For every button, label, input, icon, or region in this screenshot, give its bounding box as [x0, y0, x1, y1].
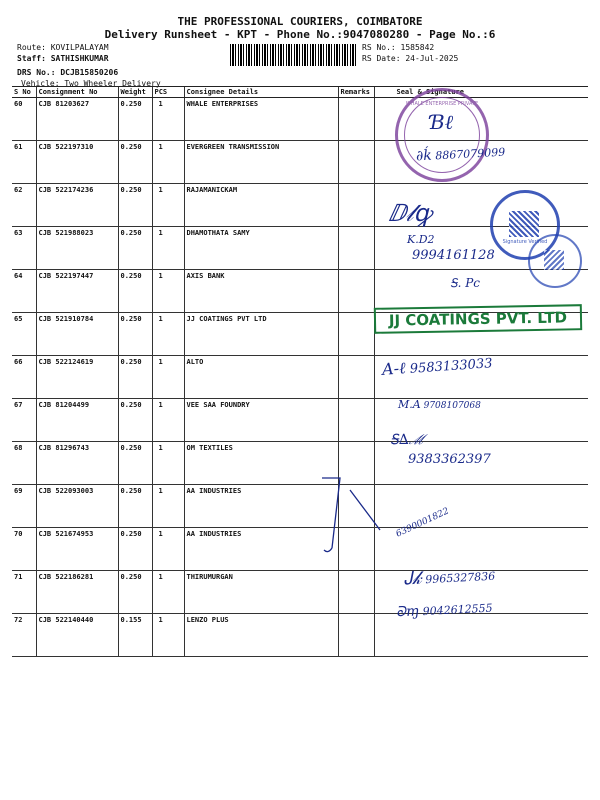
- signature-60: Ɓℓ: [430, 110, 454, 134]
- barcode: [230, 44, 358, 66]
- pen-stroke-mark: [310, 470, 400, 560]
- cell-consignee: EVERGREEN TRANSMISSION: [184, 141, 338, 184]
- cell-consignment: CJB 521910784: [36, 313, 118, 356]
- table-row: [12, 571, 588, 614]
- cell-weight: 0.250: [118, 485, 152, 528]
- signature-68-mark: Ꭶ∆ℳ: [390, 432, 426, 448]
- cell-weight: 0.250: [118, 356, 152, 399]
- cell-consignee: DHAMOTHATA SAMY: [184, 227, 338, 270]
- cell-consignee: AA INDUSTRIES: [184, 485, 338, 528]
- cell-pcs: 1: [152, 184, 184, 227]
- cell-remarks: [338, 313, 374, 356]
- cell-consignee: LENZO PLUS: [184, 614, 338, 657]
- cell-sno: 62: [12, 184, 36, 227]
- cell-consignee: ALTO: [184, 356, 338, 399]
- cell-sno: 67: [12, 399, 36, 442]
- cell-pcs: 1: [152, 571, 184, 614]
- signature-70: 6390001822: [394, 506, 451, 540]
- signature-61: ∂ḱ 8867079099: [415, 145, 506, 165]
- cell-consignee: OM TEXTILES: [184, 442, 338, 485]
- cell-sno: 71: [12, 571, 36, 614]
- cell-consignment: CJB 81296743: [36, 442, 118, 485]
- cell-weight: 0.250: [118, 528, 152, 571]
- cell-remarks: [338, 270, 374, 313]
- cell-remarks: [338, 399, 374, 442]
- cell-consignment: CJB 522174236: [36, 184, 118, 227]
- cell-consignment: CJB 522197447: [36, 270, 118, 313]
- cell-weight: 0.250: [118, 399, 152, 442]
- cell-consignment: CJB 81203627: [36, 98, 118, 141]
- cell-weight: 0.155: [118, 614, 152, 657]
- table-row: [12, 442, 588, 485]
- cell-sno: 70: [12, 528, 36, 571]
- col-pcs: PCS: [152, 87, 184, 98]
- cell-sno: 65: [12, 313, 36, 356]
- table-row: [12, 356, 588, 399]
- bank-stamp-2: [528, 234, 582, 288]
- cell-pcs: 1: [152, 399, 184, 442]
- cell-weight: 0.250: [118, 270, 152, 313]
- table-row: [12, 528, 588, 571]
- cell-signature: [374, 485, 588, 528]
- col-weight: Weight: [118, 87, 152, 98]
- cell-weight: 0.250: [118, 227, 152, 270]
- cell-remarks: [338, 141, 374, 184]
- col-consignee: Consignee Details: [184, 87, 338, 98]
- cell-pcs: 1: [152, 313, 184, 356]
- signature-64: Ꭶ. Pc: [450, 276, 481, 290]
- cell-consignment: CJB 522186281: [36, 571, 118, 614]
- col-sno: S No: [12, 87, 36, 98]
- cell-pcs: 1: [152, 528, 184, 571]
- cell-sno: 64: [12, 270, 36, 313]
- whale-enterprise-stamp: WHALE ENTERPRISE PRIVATE: [395, 88, 489, 182]
- cell-consignment: CJB 522140440: [36, 614, 118, 657]
- cell-pcs: 1: [152, 227, 184, 270]
- bank-stamp: Signature Verified: [490, 190, 560, 260]
- cell-pcs: 1: [152, 141, 184, 184]
- jj-coatings-stamp: JJ COATINGS PVT. LTD: [374, 304, 582, 334]
- document-title: THE PROFESSIONAL COURIERS, COIMBATORE: [177, 15, 423, 28]
- cell-weight: 0.250: [118, 98, 152, 141]
- cell-remarks: [338, 227, 374, 270]
- signature-68: 9383362397: [408, 452, 491, 467]
- header-info-right: [362, 42, 458, 64]
- cell-remarks: [338, 184, 374, 227]
- cell-weight: 0.250: [118, 141, 152, 184]
- cell-consignee: WHALE ENTERPRISES: [184, 98, 338, 141]
- cell-weight: 0.250: [118, 442, 152, 485]
- cell-consignee: THIRUMURGAN: [184, 571, 338, 614]
- col-remarks: Remarks: [338, 87, 374, 98]
- cell-sno: 66: [12, 356, 36, 399]
- cell-sno: 69: [12, 485, 36, 528]
- col-signature: Seal & Signature: [374, 87, 588, 98]
- signature-62: ⅅ𝓁ꝙ: [388, 199, 432, 227]
- rs-date: RS Date: 24-Jul-2025: [362, 54, 459, 63]
- cell-consignee: AXIS BANK: [184, 270, 338, 313]
- header-info-left: [17, 42, 161, 89]
- drs-number: DRS No.: DCJB15850206: [17, 68, 119, 77]
- cell-pcs: 1: [152, 614, 184, 657]
- cell-remarks: [338, 98, 374, 141]
- signature-67: M.A 9708107068: [398, 398, 481, 411]
- cell-weight: 0.250: [118, 184, 152, 227]
- staff: Staff: SATHISHKUMAR: [17, 54, 109, 63]
- signature-72: ᘐɱ 9042612555: [395, 601, 493, 621]
- signature-66: A-ℓ 9583133033: [381, 356, 493, 379]
- cell-pcs: 1: [152, 356, 184, 399]
- cell-sno: 68: [12, 442, 36, 485]
- rs-number: RS No.: 1585842: [362, 43, 435, 52]
- vehicle: Vehicle: Two Wheeler Delivery: [21, 79, 161, 88]
- cell-remarks: [338, 614, 374, 657]
- signature-63-phone: 9994161128: [412, 248, 495, 263]
- cell-consignment: CJB 522093003: [36, 485, 118, 528]
- cell-weight: 0.250: [118, 571, 152, 614]
- cell-sno: 60: [12, 98, 36, 141]
- cell-weight: 0.250: [118, 313, 152, 356]
- cell-consignment: CJB 522197310: [36, 141, 118, 184]
- cell-sno: 72: [12, 614, 36, 657]
- cell-consignment: CJB 81204499: [36, 399, 118, 442]
- table-row: [12, 614, 588, 657]
- signature-63: K.D2: [407, 233, 435, 246]
- cell-consignee: AA INDUSTRIES: [184, 528, 338, 571]
- col-consignment: Consignment No: [36, 87, 118, 98]
- cell-consignment: CJB 522124619: [36, 356, 118, 399]
- cell-consignee: VEE SAA FOUNDRY: [184, 399, 338, 442]
- cell-sno: 61: [12, 141, 36, 184]
- runsheet-table: [12, 86, 588, 657]
- cell-consignment: CJB 521988023: [36, 227, 118, 270]
- cell-pcs: 1: [152, 442, 184, 485]
- cell-pcs: 1: [152, 270, 184, 313]
- cell-consignee: RAJAMANICKAM: [184, 184, 338, 227]
- document-subtitle: Delivery Runsheet - KPT - Phone No.:9047080280 - Page No.:6: [104, 28, 496, 41]
- table-row: [12, 399, 588, 442]
- cell-sno: 63: [12, 227, 36, 270]
- cell-pcs: 1: [152, 485, 184, 528]
- cell-pcs: 1: [152, 98, 184, 141]
- table-row: [12, 98, 588, 141]
- route: Route: KOVILPALAYAM: [17, 43, 109, 52]
- cell-consignment: CJB 521674953: [36, 528, 118, 571]
- signature-71: Ꭻ𝓀 9965327836: [403, 567, 496, 590]
- table-header-row: [12, 87, 588, 98]
- cell-consignee: JJ COATINGS PVT LTD: [184, 313, 338, 356]
- cell-remarks: [338, 356, 374, 399]
- table-row: [12, 485, 588, 528]
- cell-remarks: [338, 571, 374, 614]
